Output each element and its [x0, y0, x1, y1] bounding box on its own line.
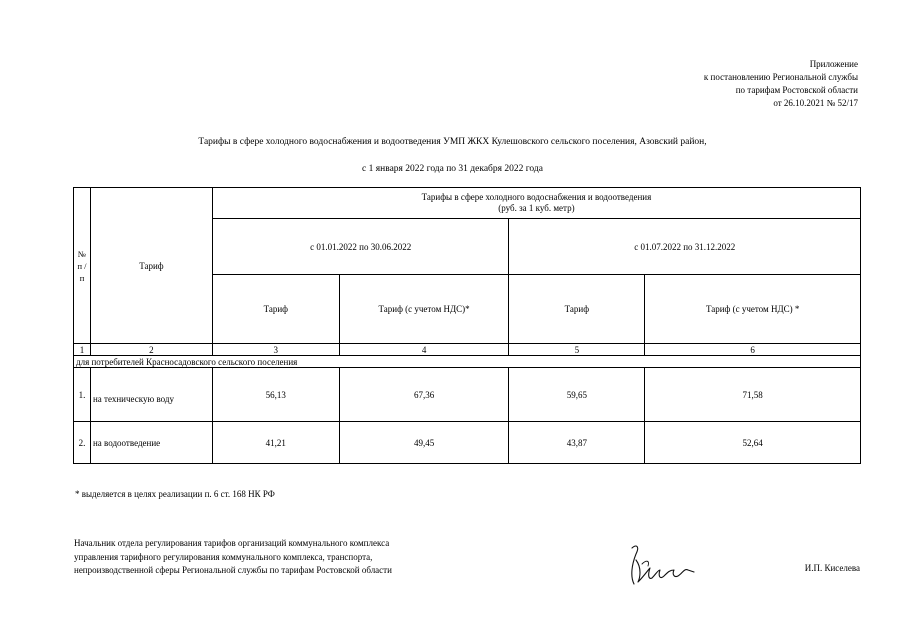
- numbering-cell: 3: [212, 344, 339, 356]
- header-group: [212, 188, 860, 219]
- appendix-line: к постановлению Региональной службы: [703, 72, 858, 82]
- header-sub-tariff-vat: Тариф (с учетом НДС)*: [339, 275, 509, 344]
- numbering-cell: 1: [74, 344, 91, 356]
- header-group-line: Тарифы в сфере холодного водоснабжения и водоотведения: [421, 192, 652, 202]
- header-group-line: (руб. за 1 куб. метр): [498, 203, 575, 213]
- header-sub-tariff: Тариф: [509, 275, 645, 344]
- tariff-table: [73, 187, 861, 464]
- section-label: для потребителей Красносадовского сельского поселения: [74, 356, 861, 368]
- document-title: Тарифы в сфере холодного водоснабжения и водоотведения УМП ЖКХ Кулешовского сельского поселения, Азовский район,: [198, 137, 707, 147]
- header-period-2: с 01.07.2022 по 31.12.2022: [509, 219, 861, 275]
- row-value: 52,64: [645, 422, 861, 464]
- row-value: 67,36: [339, 368, 509, 422]
- header-sub-tariff: Тариф: [212, 275, 339, 344]
- row-value: 41,21: [212, 422, 339, 464]
- header-tariff: Тариф: [90, 188, 212, 344]
- row-value: 59,65: [509, 368, 645, 422]
- row-number: 1.: [74, 368, 91, 422]
- numbering-cell: 4: [339, 344, 509, 356]
- footnote: * выделяется в целях реализации п. 6 ст. 168 НК РФ: [75, 489, 275, 499]
- row-value: 49,45: [339, 422, 509, 464]
- appendix-line: по тарифам Ростовской области: [735, 85, 858, 95]
- header-sub-tariff-vat: Тариф (с учетом НДС) *: [645, 275, 861, 344]
- row-value: 71,58: [645, 368, 861, 422]
- row-value: 56,13: [212, 368, 339, 422]
- numbering-row: [74, 344, 861, 356]
- signatory-line: Начальник отдела регулирования тарифов организаций коммунального комплекса: [74, 538, 390, 548]
- appendix-line: Приложение: [809, 59, 858, 69]
- numbering-cell: 2: [90, 344, 212, 356]
- table-row: [74, 422, 861, 464]
- row-name: на техническую воду: [90, 368, 212, 422]
- header-number: № п /п: [74, 188, 91, 344]
- appendix-line: от 26.10.2021 № 52/17: [773, 98, 858, 108]
- signer-name: И.П. Киселева: [804, 563, 860, 573]
- signatory-line: непроизводственной сферы Региональной службы по тарифам Ростовской области: [74, 565, 392, 575]
- row-name: на водоотведение: [90, 422, 212, 464]
- numbering-cell: 5: [509, 344, 645, 356]
- signatory-line: управления тарифного регулирования коммунального комплекса, транспорта,: [74, 551, 373, 562]
- row-number: 2.: [74, 422, 91, 464]
- table-row: [74, 368, 861, 422]
- handwritten-signature: [622, 540, 702, 592]
- document-period: с 1 января 2022 года по 31 декабря 2022 года: [362, 164, 543, 174]
- signatory-position: [74, 537, 392, 578]
- row-value: 43,87: [509, 422, 645, 464]
- numbering-cell: 6: [645, 344, 861, 356]
- appendix-header: [704, 58, 858, 110]
- header-period-1: с 01.01.2022 по 30.06.2022: [212, 219, 509, 275]
